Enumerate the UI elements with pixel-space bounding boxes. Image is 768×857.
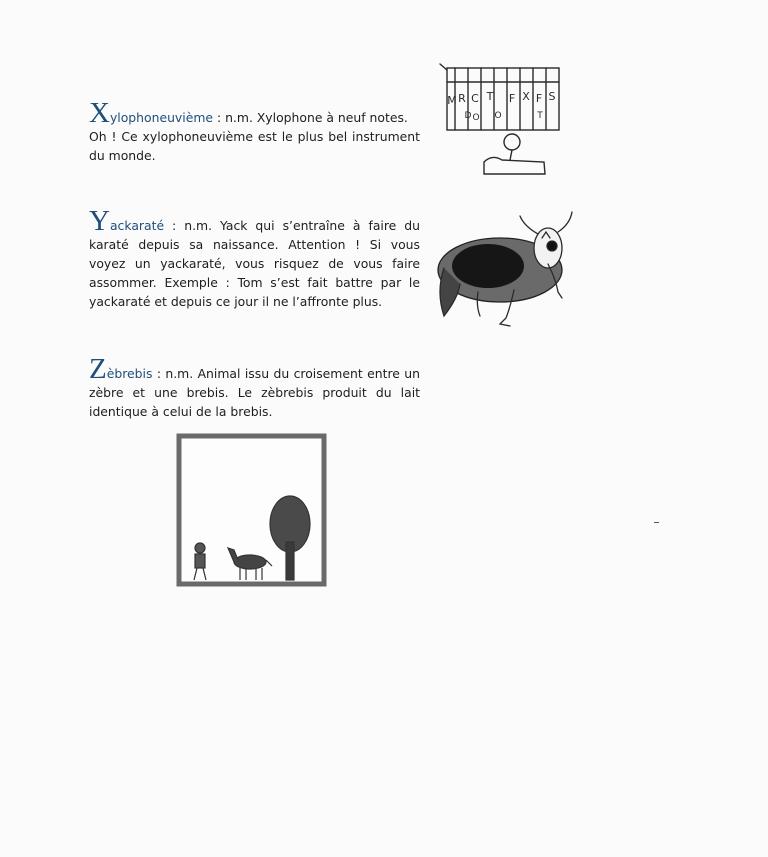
- entry-headword: ackaraté: [109, 218, 165, 233]
- entry-zebrebis: [89, 353, 420, 421]
- xylophone-letter: F: [508, 92, 516, 105]
- xylophone-sub-letter: D: [464, 111, 472, 121]
- entry-headword: èbrebis: [106, 366, 153, 381]
- yak-drawing: [430, 208, 578, 336]
- xylophone-letter: X: [522, 90, 530, 103]
- person-head: [195, 543, 205, 553]
- entry-example: Oh ! Ce xylophoneuvième est le plus bel instrument du monde.: [89, 129, 420, 163]
- entry-definition-line: [89, 353, 420, 421]
- entry-definition-line: [89, 97, 420, 129]
- xylophone-letter: C: [471, 92, 479, 105]
- xylophone-letter: R: [458, 92, 466, 105]
- entry-definition-line: [89, 205, 420, 311]
- person-body: [195, 554, 205, 568]
- player-body: [484, 157, 545, 174]
- xylophone-letter: T: [486, 90, 494, 103]
- entry-initial: Y: [89, 205, 110, 237]
- entry-xylophoneuvieme: [89, 97, 420, 165]
- xylophone-drawing: [432, 58, 572, 188]
- entry-definition: : n.m. Animal issu du croisement entre un zèbre et une brebis. Le zèbrebis produit du lait identique à celui de la brebis.: [89, 366, 420, 419]
- entry-definition: : n.m. Yack qui s’entraîne à faire du karaté depuis sa naissance. Attention ! Si vous voyez un yackaraté, vous risquez de vous faire assommer. Exemple : Tom s’est fait battre par le yackaraté et depuis ce jour il ne l’affronte plus.: [89, 218, 420, 309]
- tree-trunk: [286, 542, 294, 580]
- page-speck: [654, 522, 659, 523]
- animal-body: [234, 555, 266, 569]
- entry-definition: : n.m. Xylophone à neuf notes.: [213, 110, 408, 125]
- entry-initial: Z: [89, 353, 107, 385]
- zebrebis-drawing: [176, 432, 328, 590]
- entry-initial: X: [89, 97, 110, 129]
- xylophone-letter: M: [447, 94, 457, 107]
- entry-headword: ylophoneuvième: [109, 110, 214, 125]
- player-head: [504, 134, 520, 150]
- xylophone-sub-letter: O: [494, 111, 502, 121]
- xylophone-sub-letter: T: [537, 111, 543, 121]
- xylophone-sub-letter: O: [472, 113, 480, 123]
- xylophone-letter: S: [548, 90, 556, 103]
- xylophone-letter: F: [535, 92, 543, 105]
- entry-yackarate: [89, 205, 420, 311]
